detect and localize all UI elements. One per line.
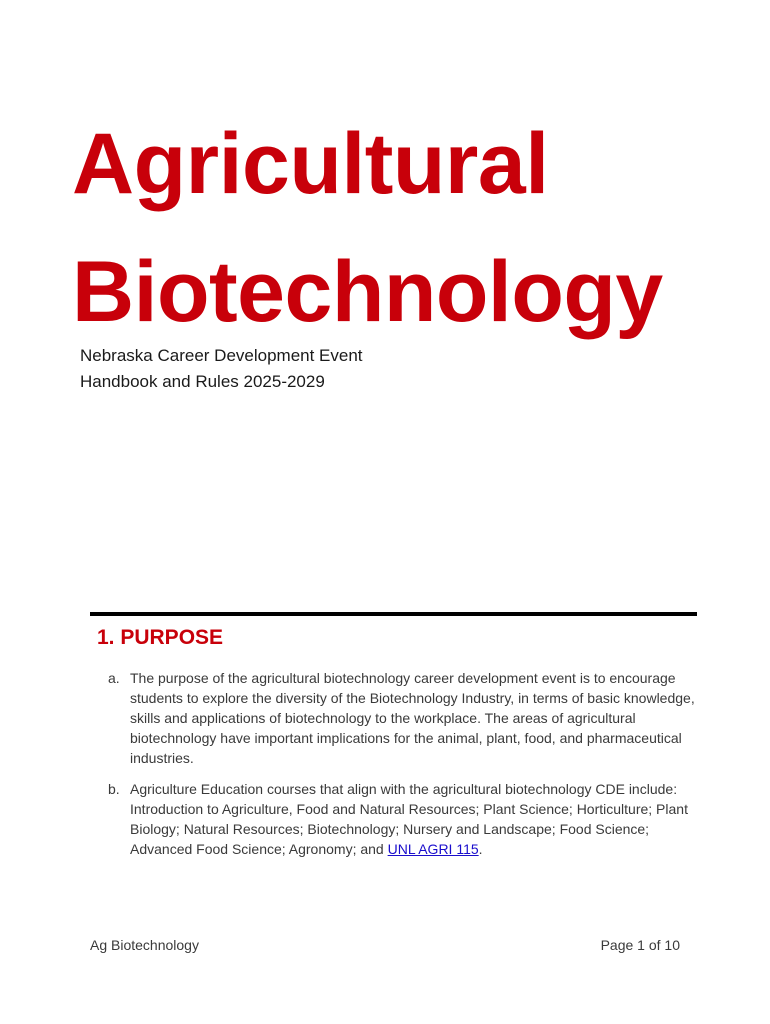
page-number: Page 1 of 10 xyxy=(600,937,680,953)
list-item xyxy=(108,668,700,768)
subtitle-line-1: Nebraska Career Development Event xyxy=(80,346,363,365)
list-item-text-end: . xyxy=(478,841,483,857)
list-item-text: Agriculture Education courses that align with the agricultural biotechnology CDE include: Introduction to Agriculture, Food and Natural Resources; Plant Science; Horticulture; Plant Biology; Natural Resources; Biotechnology; Nursery and Landscape; Food Science; Advanced Food Science; Agronomy; and xyxy=(130,781,688,857)
document-subtitle xyxy=(80,343,363,395)
purpose-list xyxy=(108,668,700,870)
section-heading-purpose: 1. PURPOSE xyxy=(97,626,224,649)
title-line-1: Agricultural xyxy=(72,116,549,212)
unl-agri-115-link[interactable]: UNL AGRI 115 xyxy=(387,841,479,857)
footer-title: Ag Biotechnology xyxy=(90,937,199,953)
subtitle-line-2: Handbook and Rules 2025-2029 xyxy=(80,372,325,391)
document-title xyxy=(72,100,663,356)
list-marker: b. xyxy=(108,781,120,797)
title-line-2: Biotechnology xyxy=(72,244,663,340)
section-divider xyxy=(90,612,697,616)
list-item-text: The purpose of the agricultural biotechnology career development event is to encourage students to explore the diversity of the Biotechnology Industry, in terms of basic knowledge, skills and applications of biotechnology to the workplace. The areas of agricultural biotechnology have important implications for the animal, plant, food, and pharmaceutical industries. xyxy=(130,670,695,766)
list-marker: a. xyxy=(108,670,120,686)
list-item xyxy=(108,779,700,859)
